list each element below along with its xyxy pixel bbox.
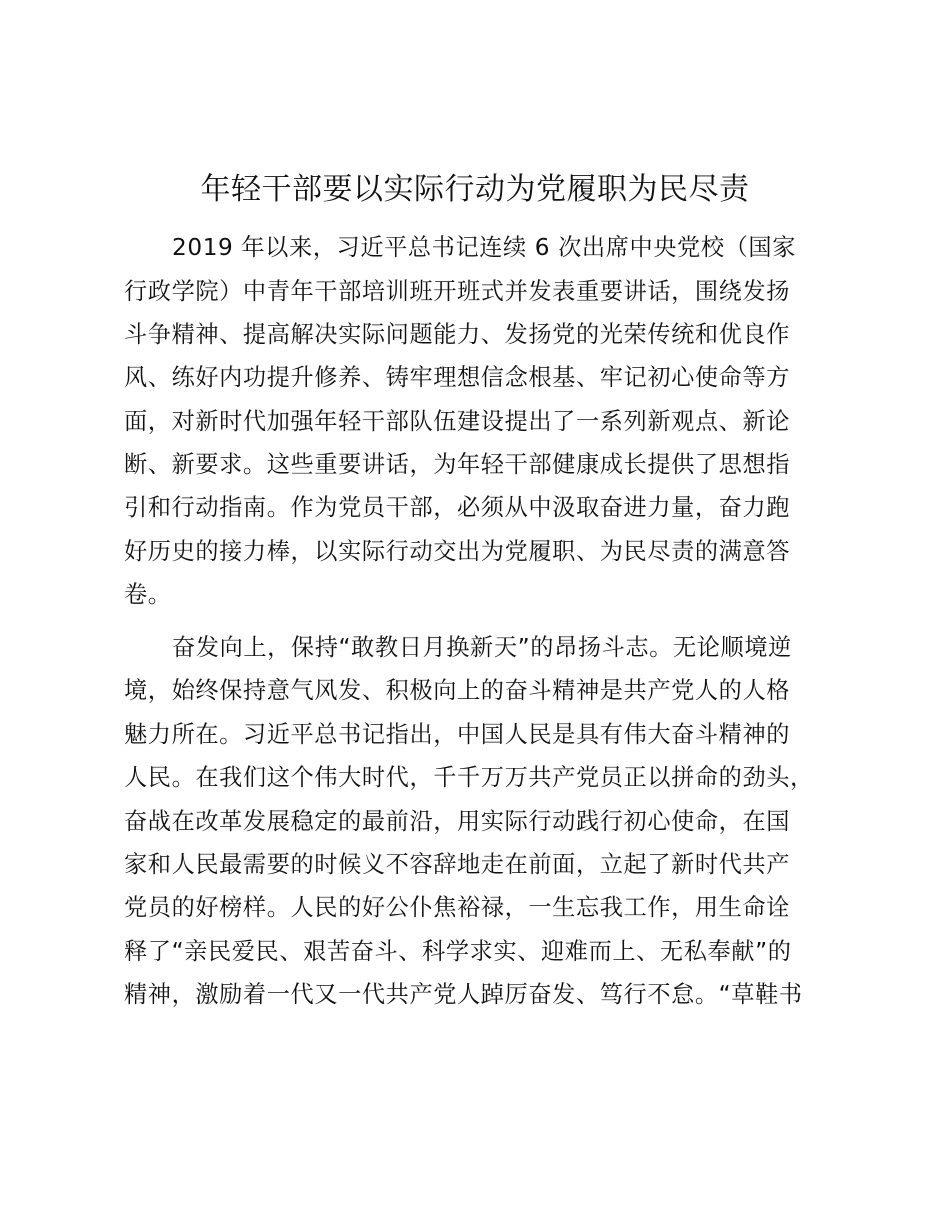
paragraph-line: 2019 年以来，习近平总书记连续 6 次出席中央党校（国家	[172, 234, 796, 261]
paragraph-line: 精神，激励着一代又一代共产党人踔厉奋发、笃行不怠。“草鞋书	[124, 981, 803, 1008]
paragraph-line: 断、新要求。这些重要讲话，为年轻干部健康成长提供了思想指	[124, 451, 791, 478]
paragraph-line: 家和人民最需要的时候义不容辞地走在前面，立起了新时代共产	[124, 851, 791, 878]
paragraph-line: 释了“亲民爱民、艰苦奋斗、科学求实、迎难而上、无私奉献”的	[124, 938, 792, 965]
paragraph-line: 行政学院）中青年干部培训班开班式并发表重要讲话，围绕发扬	[124, 278, 791, 305]
paragraph-line: 引和行动指南。作为党员干部，必须从中汲取奋进力量，奋力跑	[124, 494, 791, 521]
paragraph-line: 好历史的接力棒，以实际行动交出为党履职、为民尽责的满意答	[124, 538, 791, 565]
document-title: 年轻干部要以实际行动为党履职为民尽责	[200, 172, 750, 207]
paragraph-line: 卷。	[124, 581, 172, 608]
paragraph-line: 党员的好榜样。人民的好公仆焦裕禄，一生忘我工作，用生命诠	[124, 894, 791, 921]
paragraph-line: 奋发向上，保持“敢教日月换新天”的昂扬斗志。无论顺境逆	[172, 634, 792, 661]
paragraph-line: 斗争精神、提高解决实际问题能力、发扬党的光荣传统和优良作	[124, 321, 791, 348]
paragraph-line: 奋战在改革发展稳定的最前沿，用实际行动践行初心使命，在国	[124, 808, 791, 835]
paragraph-line: 魅力所在。习近平总书记指出，中国人民是具有伟大奋斗精神的	[124, 721, 791, 748]
paragraph-line: 境，始终保持意气风发、积极向上的奋斗精神是共产党人的人格	[124, 677, 791, 704]
paragraph-line: 风、练好内功提升修养、铸牢理想信念根基、牢记初心使命等方	[124, 364, 791, 391]
paragraph-line: 人民。在我们这个伟大时代，千千万万共产党员正以拼命的劲头，	[124, 764, 814, 791]
paragraph-line: 面，对新时代加强年轻干部队伍建设提出了一系列新观点、新论	[124, 408, 791, 435]
